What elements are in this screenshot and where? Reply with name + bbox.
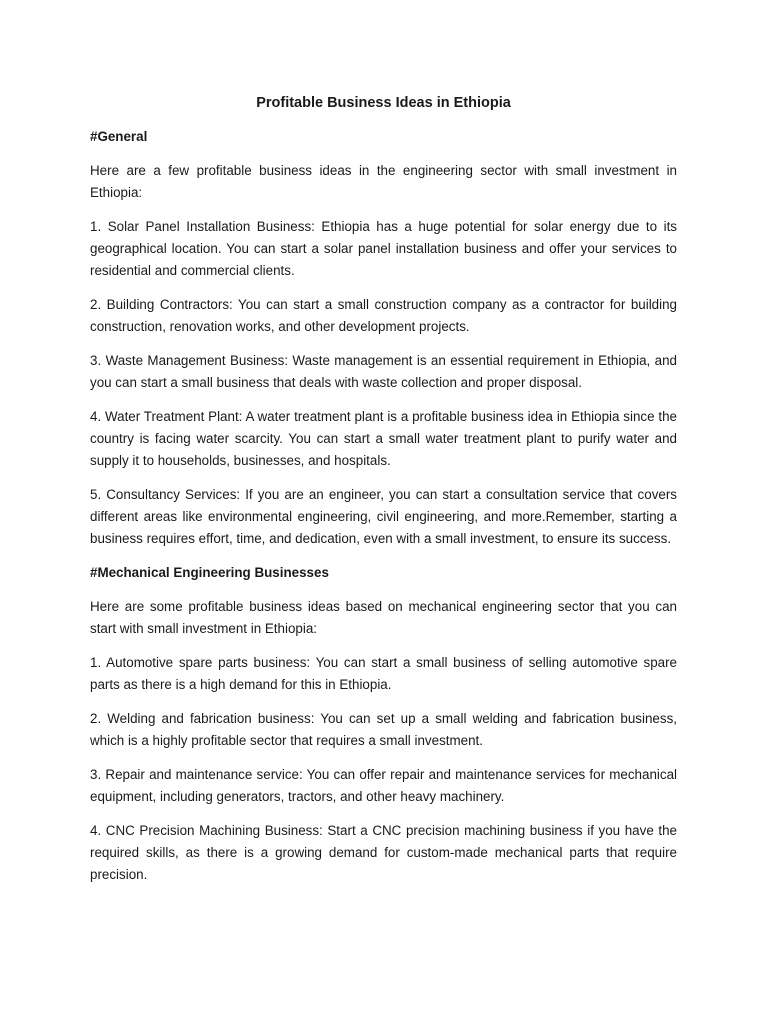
mechanical-item-1-spare-parts: 1. Automotive spare parts business: You can start a small business of selling automotive spare parts as there is a high demand for this in Ethiopia. [90,655,677,692]
general-intro-paragraph: Here are a few profitable business ideas in the engineering sector with small investment in Ethiopia: [90,163,677,200]
mechanical-intro-paragraph: Here are some profitable business ideas based on mechanical engineering sector that you can start with small investment in Ethiopia: [90,599,677,636]
general-item-1-solar: 1. Solar Panel Installation Business: Ethiopia has a huge potential for solar energy due to its geographical location. You can start a solar panel installation business and offer your services to residential and commercial clients. [90,219,677,278]
general-item-2-contractors: 2. Building Contractors: You can start a small construction company as a contractor for building construction, renovation works, and other development projects. [90,297,677,334]
mechanical-item-2-welding: 2. Welding and fabrication business: You can set up a small welding and fabrication business, which is a highly profitable sector that requires a small investment. [90,711,677,748]
section-heading-mechanical: #Mechanical Engineering Businesses [90,565,329,580]
document-page [90,92,677,898]
section-heading-general: #General [90,129,148,144]
general-item-4-water: 4. Water Treatment Plant: A water treatment plant is a profitable business idea in Ethiopia since the country is facing water scarcity. You can start a small water treatment plant to purify water and supply it to households, businesses, and hospitals. [90,409,677,468]
general-item-3-waste: 3. Waste Management Business: Waste management is an essential requirement in Ethiopia, and you can start a small business that deals with waste collection and proper disposal. [90,353,677,390]
mechanical-item-3-repair: 3. Repair and maintenance service: You can offer repair and maintenance services for mechanical equipment, including generators, tractors, and other heavy machinery. [90,767,677,804]
mechanical-item-4-cnc: 4. CNC Precision Machining Business: Start a CNC precision machining business if you have the required skills, as there is a growing demand for custom-made mechanical parts that require precision. [90,823,677,882]
page-title: Profitable Business Ideas in Ethiopia [256,95,511,111]
general-item-5-consultancy: 5. Consultancy Services: If you are an engineer, you can start a consultation service that covers different areas like environmental engineering, civil engineering, and more.Remember, starting a business requires effort, time, and dedication, even with a small investment, to ensure its success. [90,487,677,546]
